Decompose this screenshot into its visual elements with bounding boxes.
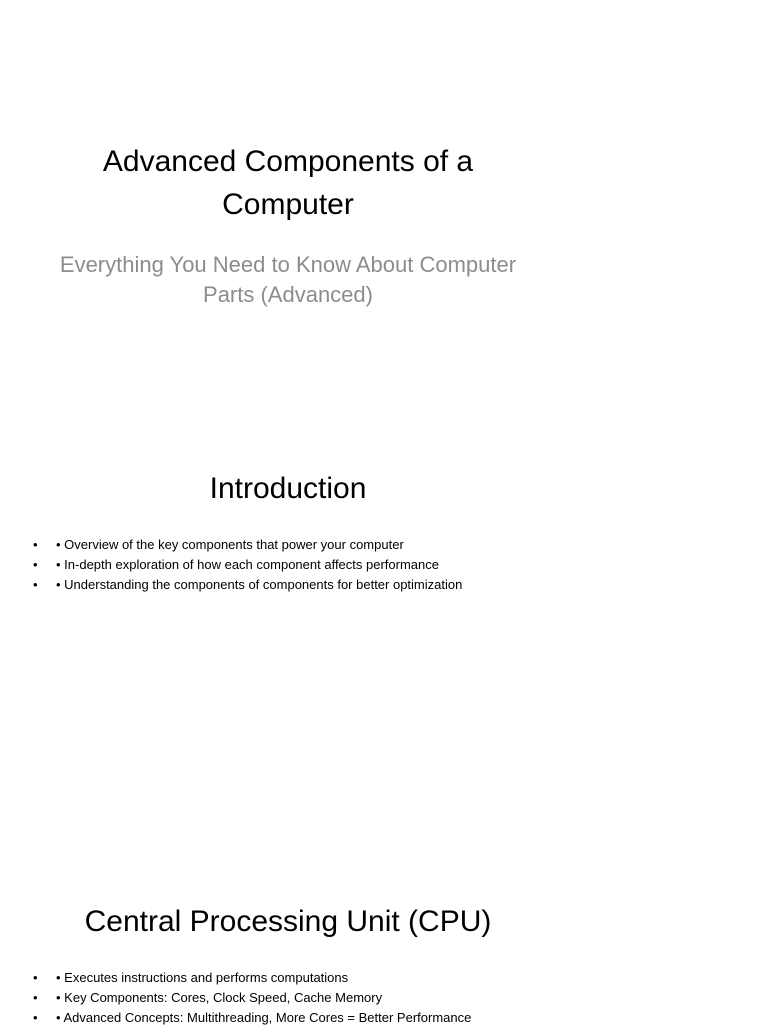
slide-title: Central Processing Unit (CPU) <box>84 905 492 938</box>
bullet-text: • Executes instructions and performs computations <box>56 970 349 985</box>
bullet-icon: • <box>33 557 38 572</box>
bullet-icon: • <box>33 970 38 985</box>
bullet-list <box>0 968 471 1028</box>
bullet-text: • Key Components: Cores, Clock Speed, Cache Memory <box>56 990 383 1005</box>
bullet-item <box>0 1008 471 1028</box>
introduction-slide <box>0 400 768 860</box>
bullet-icon: • <box>33 1010 38 1025</box>
bullet-item <box>0 535 462 555</box>
bullet-item <box>0 988 471 1008</box>
cpu-slide <box>0 860 768 1024</box>
bullet-icon: • <box>33 537 38 552</box>
bullet-icon: • <box>33 577 38 592</box>
bullet-text: • Overview of the key components that power your computer <box>56 537 404 552</box>
bullet-icon: • <box>33 990 38 1005</box>
bullet-item <box>0 968 471 988</box>
slide-subtitle: Everything You Need to Know About Computer Parts (Advanced) <box>59 252 517 307</box>
bullet-list <box>0 535 462 595</box>
bullet-text: • Advanced Concepts: Multithreading, More Cores = Better Performance <box>56 1010 472 1025</box>
slide-title: Introduction <box>209 472 367 505</box>
bullet-item <box>0 555 462 575</box>
bullet-text: • Understanding the components of components for better optimization <box>56 577 463 592</box>
slide-title: Advanced Components of a Computer <box>102 145 474 221</box>
title-slide <box>0 0 768 400</box>
bullet-item <box>0 575 462 595</box>
bullet-text: • In-depth exploration of how each component affects performance <box>56 557 439 572</box>
